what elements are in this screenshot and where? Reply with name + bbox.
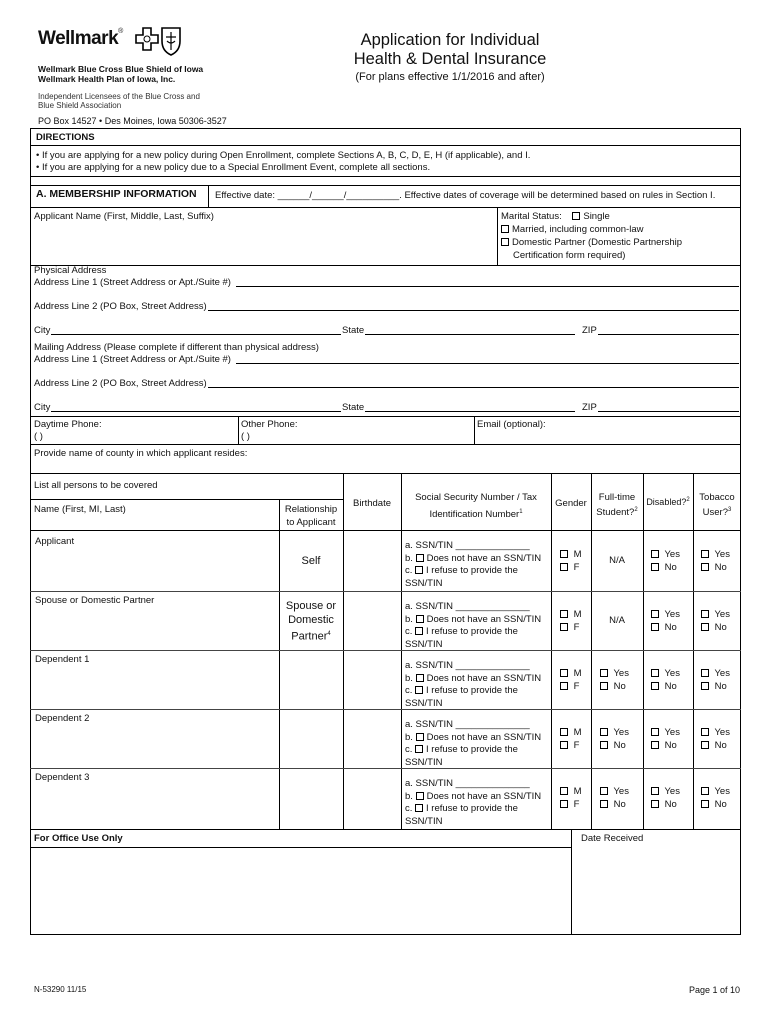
phys-address-line-2-label: Address Line 2 (PO Box, Street Address): [34, 301, 207, 312]
student-no-checkbox[interactable]: [600, 800, 608, 808]
ssn-b-letter: b.: [405, 613, 413, 625]
other-phone-label: Other Phone:: [241, 419, 298, 430]
tobacco-yes-label: Yes: [714, 668, 730, 679]
ssn-c-letter: c.: [405, 744, 413, 755]
row-tobacco-options: [701, 726, 730, 752]
disabled-yes-checkbox[interactable]: [651, 610, 659, 618]
domestic-partner-note: Certification form required): [513, 250, 626, 261]
directions-line-2: • If you are applying for a new policy due to a Special Enrollment Event, complete all sections.: [36, 162, 431, 173]
row-ssn-options: [405, 540, 541, 590]
col-student-line-1: Full-time: [598, 492, 636, 503]
disabled-yes-checkbox[interactable]: [651, 728, 659, 736]
single-checkbox[interactable]: [572, 212, 580, 220]
ssn-c-letter: c.: [405, 565, 413, 576]
col-tobacco-header: [693, 491, 741, 519]
refuse-ssn-label-2: SSN/TIN: [405, 638, 443, 650]
blue-cross-shield-logo: [131, 25, 185, 57]
student-yes-label: Yes: [613, 668, 629, 679]
row-disabled-options: [651, 667, 680, 693]
student-yes-label: Yes: [613, 727, 629, 738]
row-tobacco-options: [701, 608, 730, 634]
refuse-ssn-label-2: SSN/TIN: [405, 577, 443, 589]
refuse-ssn-label: I refuse to provide the: [426, 626, 518, 637]
refuse-ssn-checkbox[interactable]: [415, 686, 423, 694]
phys-address-line-2-input[interactable]: [208, 310, 739, 311]
student-yes-checkbox[interactable]: [600, 669, 608, 677]
office-use-label: For Office Use Only: [34, 833, 123, 844]
col-student-footnote: 2: [634, 507, 638, 513]
tobacco-no-label: No: [714, 622, 727, 633]
disabled-no-checkbox[interactable]: [651, 741, 659, 749]
row-relationship: [279, 599, 343, 644]
brand-name: Wellmark: [38, 28, 119, 49]
phys-city-input[interactable]: [51, 334, 341, 335]
tobacco-no-checkbox[interactable]: [701, 741, 709, 749]
row-relationship: Self: [301, 555, 321, 567]
tobacco-yes-label: Yes: [714, 609, 730, 620]
mail-address-line-1-input[interactable]: [236, 363, 739, 364]
disabled-yes-label: Yes: [664, 609, 680, 620]
licensee-line-1: Independent Licensees of the Blue Cross and: [38, 92, 200, 101]
no-ssn-label: Does not have an SSN/TIN: [426, 790, 542, 802]
no-ssn-label: Does not have an SSN/TIN: [426, 613, 542, 625]
domestic-partner-checkbox[interactable]: [501, 238, 509, 246]
col-tobacco-line-1: Tobacco: [699, 492, 735, 503]
table-row: [30, 768, 741, 829]
mail-city-input[interactable]: [51, 411, 341, 412]
no-ssn-checkbox[interactable]: [416, 554, 424, 562]
row-disabled-options: [651, 785, 680, 811]
ssn-a-field[interactable]: a. SSN/TIN ______________: [405, 719, 530, 730]
marital-status-text: Marital Status:: [501, 211, 562, 222]
email-input[interactable]: [548, 419, 738, 441]
applicant-name-input[interactable]: [33, 222, 493, 262]
relationship-footnote: 4: [327, 631, 331, 637]
col-tobacco-footnote: 3: [728, 507, 732, 513]
refuse-ssn-label-2: SSN/TIN: [405, 697, 443, 709]
refuse-ssn-label: I refuse to provide the: [426, 803, 518, 814]
gender-f-checkbox[interactable]: [560, 563, 568, 571]
phys-state-input[interactable]: [365, 334, 575, 335]
form-number: N-53290 11/15: [34, 985, 87, 994]
gender-m-label: M: [573, 609, 582, 620]
tobacco-yes-checkbox[interactable]: [701, 550, 709, 558]
gender-m-checkbox[interactable]: [560, 669, 568, 677]
student-no-checkbox[interactable]: [600, 682, 608, 690]
refuse-ssn-label: I refuse to provide the: [426, 685, 518, 696]
student-yes-label: Yes: [613, 786, 629, 797]
list-persons-label: List all persons to be covered: [34, 480, 158, 491]
mail-state-input[interactable]: [365, 411, 575, 412]
married-option: [501, 224, 643, 235]
row-gender-options: [560, 548, 582, 574]
col-ssn-line-1: Social Security Number / Tax: [415, 492, 537, 503]
col-disabled-header: [643, 497, 693, 507]
table-row: [30, 709, 741, 768]
tobacco-no-checkbox[interactable]: [701, 800, 709, 808]
section-a-heading: A. MEMBERSHIP INFORMATION: [36, 188, 197, 200]
single-label: Single: [583, 211, 610, 222]
tobacco-no-checkbox[interactable]: [701, 682, 709, 690]
student-na: N/A: [609, 615, 625, 626]
brand-logo-text: [38, 28, 123, 50]
col-disabled-text: Disabled?: [646, 497, 687, 507]
col-relationship-line-1: Relationship: [284, 504, 338, 515]
mail-address-line-2-label: Address Line 2 (PO Box, Street Address): [34, 378, 207, 389]
table-row: [30, 530, 741, 591]
refuse-ssn-checkbox[interactable]: [415, 627, 423, 635]
daytime-phone-input[interactable]: ( ): [34, 431, 43, 442]
ssn-a-field[interactable]: a. SSN/TIN ______________: [405, 601, 530, 612]
gender-f-label: F: [573, 562, 580, 573]
gender-f-label: F: [573, 681, 580, 692]
disabled-no-label: No: [664, 740, 677, 751]
disabled-yes-checkbox[interactable]: [651, 787, 659, 795]
gender-m-checkbox[interactable]: [560, 787, 568, 795]
row-student-options: [600, 667, 629, 693]
refuse-ssn-label-2: SSN/TIN: [405, 815, 443, 827]
registered-mark: ®: [118, 28, 123, 35]
gender-f-label: F: [573, 622, 580, 633]
gender-f-checkbox[interactable]: [560, 682, 568, 690]
gender-m-checkbox[interactable]: [560, 728, 568, 736]
gender-f-label: F: [573, 799, 580, 810]
no-ssn-checkbox[interactable]: [416, 792, 424, 800]
tobacco-yes-checkbox[interactable]: [701, 787, 709, 795]
row-tobacco-options: [701, 785, 730, 811]
col-birthdate-header: Birthdate: [352, 498, 392, 509]
disabled-no-label: No: [664, 562, 677, 573]
directions-heading: DIRECTIONS: [36, 132, 95, 143]
gender-f-label: F: [573, 740, 580, 751]
gender-m-checkbox[interactable]: [560, 610, 568, 618]
row-student-options: [600, 785, 629, 811]
no-ssn-label: Does not have an SSN/TIN: [426, 731, 542, 743]
disabled-yes-label: Yes: [664, 727, 680, 738]
disabled-no-label: No: [664, 681, 677, 692]
tobacco-yes-label: Yes: [714, 786, 730, 797]
student-na: N/A: [609, 555, 625, 566]
row-ssn-options: [405, 660, 541, 710]
disabled-no-checkbox[interactable]: [651, 623, 659, 631]
row-ssn-options: [405, 719, 541, 769]
tobacco-no-checkbox[interactable]: [701, 623, 709, 631]
gender-m-label: M: [573, 549, 582, 560]
ssn-a-field[interactable]: a. SSN/TIN ______________: [405, 540, 530, 551]
student-yes-checkbox[interactable]: [600, 728, 608, 736]
row-ssn-options: [405, 601, 541, 651]
domestic-partner-label: Domestic Partner (Domestic Partnership: [512, 237, 682, 248]
phys-city-label: City: [34, 325, 51, 336]
tobacco-no-checkbox[interactable]: [701, 563, 709, 571]
county-input[interactable]: [255, 447, 735, 469]
row-disabled-options: [651, 726, 680, 752]
phys-address-line-1-input[interactable]: [236, 286, 739, 287]
ssn-c-letter: c.: [405, 685, 413, 696]
ssn-c-letter: c.: [405, 803, 413, 814]
effective-date-field[interactable]: Effective date: ______/______/__________. Effective dates of coverage will be determined based on rules in Section I.: [215, 190, 716, 201]
col-tobacco-line-2: User?: [702, 507, 728, 519]
row-disabled-options: [651, 548, 680, 574]
row-name-label: Dependent 2: [35, 713, 90, 724]
col-relationship-header: [279, 503, 343, 529]
tobacco-yes-checkbox[interactable]: [701, 728, 709, 736]
directions-line-1: • If you are applying for a new policy during Open Enrollment, complete Sections A, B, C, D, E, H (if applicable), and I.: [36, 150, 531, 161]
row-tobacco-options: [701, 548, 730, 574]
table-row: [30, 591, 741, 650]
tobacco-no-label: No: [714, 799, 727, 810]
licensee-line-2: Blue Shield Association: [38, 101, 122, 110]
col-name-header: Name (First, MI, Last): [34, 504, 126, 515]
phys-state-label: State: [342, 325, 365, 336]
refuse-ssn-checkbox[interactable]: [415, 566, 423, 574]
row-relationship-line-3: Partner: [291, 630, 328, 643]
row-gender-options: [560, 667, 582, 693]
tobacco-no-label: No: [714, 740, 727, 751]
gender-m-label: M: [573, 668, 582, 679]
row-name-label: Dependent 3: [35, 772, 90, 783]
row-tobacco-options: [701, 667, 730, 693]
refuse-ssn-checkbox[interactable]: [415, 804, 423, 812]
ssn-c-letter: c.: [405, 626, 413, 637]
physical-address-heading: Physical Address: [34, 265, 107, 276]
gender-m-label: M: [573, 727, 582, 738]
married-label: Married, including common-law: [512, 224, 644, 235]
other-phone-input[interactable]: ( ): [241, 431, 250, 442]
gender-f-checkbox[interactable]: [560, 623, 568, 631]
company-line-1: Wellmark Blue Cross Blue Shield of Iowa: [38, 64, 204, 74]
title-line-2: Health & Dental Insurance: [353, 50, 547, 68]
tobacco-yes-checkbox[interactable]: [701, 669, 709, 677]
ssn-a-field[interactable]: a. SSN/TIN ______________: [405, 660, 530, 671]
disabled-yes-checkbox[interactable]: [651, 550, 659, 558]
gender-m-checkbox[interactable]: [560, 550, 568, 558]
mail-city-label: City: [34, 402, 51, 413]
disabled-yes-label: Yes: [664, 786, 680, 797]
row-gender-options: [560, 608, 582, 634]
disabled-yes-label: Yes: [664, 668, 680, 679]
company-names: [38, 64, 203, 84]
company-line-2: Wellmark Health Plan of Iowa, Inc.: [38, 74, 176, 84]
tobacco-yes-checkbox[interactable]: [701, 610, 709, 618]
row-name-label: Spouse or Domestic Partner: [35, 595, 155, 606]
tobacco-yes-label: Yes: [714, 727, 730, 738]
row-gender-options: [560, 785, 582, 811]
tobacco-no-label: No: [714, 681, 727, 692]
student-no-label: No: [613, 740, 626, 751]
col-disabled-footnote: 2: [686, 497, 690, 503]
tobacco-no-label: No: [714, 562, 727, 573]
no-ssn-checkbox[interactable]: [416, 615, 424, 623]
mailing-address: PO Box 14527 • Des Moines, Iowa 50306-3527: [38, 116, 227, 126]
row-name-label: Dependent 1: [35, 654, 90, 665]
licensee-note: [38, 92, 200, 110]
daytime-phone-label: Daytime Phone:: [34, 419, 102, 430]
page-subtitle: (For plans effective 1/1/2016 and after): [355, 71, 545, 83]
no-ssn-checkbox[interactable]: [416, 733, 424, 741]
married-checkbox[interactable]: [501, 225, 509, 233]
applicant-name-label: Applicant Name (First, Middle, Last, Suffix): [34, 211, 214, 222]
col-relationship-line-2: to Applicant: [286, 517, 336, 528]
mail-zip-label: ZIP: [582, 402, 597, 413]
ssn-b-letter: b.: [405, 790, 413, 802]
row-relationship-line-2: Domestic: [288, 614, 334, 626]
mail-state-label: State: [342, 402, 365, 413]
mail-address-line-2-input[interactable]: [208, 387, 739, 388]
row-relationship-line-1: Spouse or: [285, 600, 337, 612]
tobacco-yes-label: Yes: [714, 549, 730, 560]
refuse-ssn-checkbox[interactable]: [415, 745, 423, 753]
col-student-line-2: Student?: [596, 507, 635, 519]
phys-address-line-1-label: Address Line 1 (Street Address or Apt./Suite #): [34, 277, 231, 288]
no-ssn-label: Does not have an SSN/TIN: [426, 672, 542, 684]
disabled-no-label: No: [664, 799, 677, 810]
row-disabled-options: [651, 608, 680, 634]
col-gender-header: Gender: [555, 498, 587, 509]
ssn-b-letter: b.: [405, 672, 413, 684]
disabled-yes-checkbox[interactable]: [651, 669, 659, 677]
no-ssn-label: Does not have an SSN/TIN: [426, 552, 542, 564]
student-no-checkbox[interactable]: [600, 741, 608, 749]
row-name-label: Applicant: [35, 536, 75, 547]
gender-f-checkbox[interactable]: [560, 800, 568, 808]
col-student-header: [591, 491, 643, 519]
student-no-label: No: [613, 681, 626, 692]
col-ssn-line-2: Identification Number: [429, 509, 520, 521]
gender-f-checkbox[interactable]: [560, 741, 568, 749]
disabled-no-checkbox[interactable]: [651, 563, 659, 571]
student-yes-checkbox[interactable]: [600, 787, 608, 795]
ssn-a-field[interactable]: a. SSN/TIN ______________: [405, 778, 530, 789]
disabled-no-checkbox[interactable]: [651, 800, 659, 808]
county-label: Provide name of county in which applicant resides:: [34, 448, 248, 459]
no-ssn-checkbox[interactable]: [416, 674, 424, 682]
domestic-partner-option: [501, 237, 682, 248]
disabled-no-checkbox[interactable]: [651, 682, 659, 690]
refuse-ssn-label: I refuse to provide the: [426, 565, 518, 576]
gender-m-label: M: [573, 786, 582, 797]
marital-status-label: [501, 211, 610, 222]
page-title: [330, 31, 570, 69]
disabled-no-label: No: [664, 622, 677, 633]
title-line-1: Application for Individual: [360, 31, 540, 49]
table-row: [30, 650, 741, 709]
row-student-options: [600, 726, 629, 752]
mailing-address-heading: Mailing Address (Please complete if different than physical address): [34, 342, 319, 353]
ssn-b-letter: b.: [405, 552, 413, 564]
col-ssn-header: [401, 490, 551, 522]
date-received-label: Date Received: [581, 833, 644, 844]
phys-zip-input[interactable]: [598, 334, 739, 335]
email-label: Email (optional):: [477, 419, 546, 430]
disabled-yes-label: Yes: [664, 549, 680, 560]
mail-address-line-1-label: Address Line 1 (Street Address or Apt./Suite #): [34, 354, 231, 365]
row-gender-options: [560, 726, 582, 752]
row-ssn-options: [405, 778, 541, 828]
page-number: Page 1 of 10: [689, 985, 741, 995]
refuse-ssn-label: I refuse to provide the: [426, 744, 518, 755]
col-ssn-footnote: 1: [519, 509, 523, 515]
ssn-b-letter: b.: [405, 731, 413, 743]
phys-zip-label: ZIP: [582, 325, 597, 336]
student-no-label: No: [613, 799, 626, 810]
mail-zip-input[interactable]: [598, 411, 739, 412]
refuse-ssn-label-2: SSN/TIN: [405, 756, 443, 768]
